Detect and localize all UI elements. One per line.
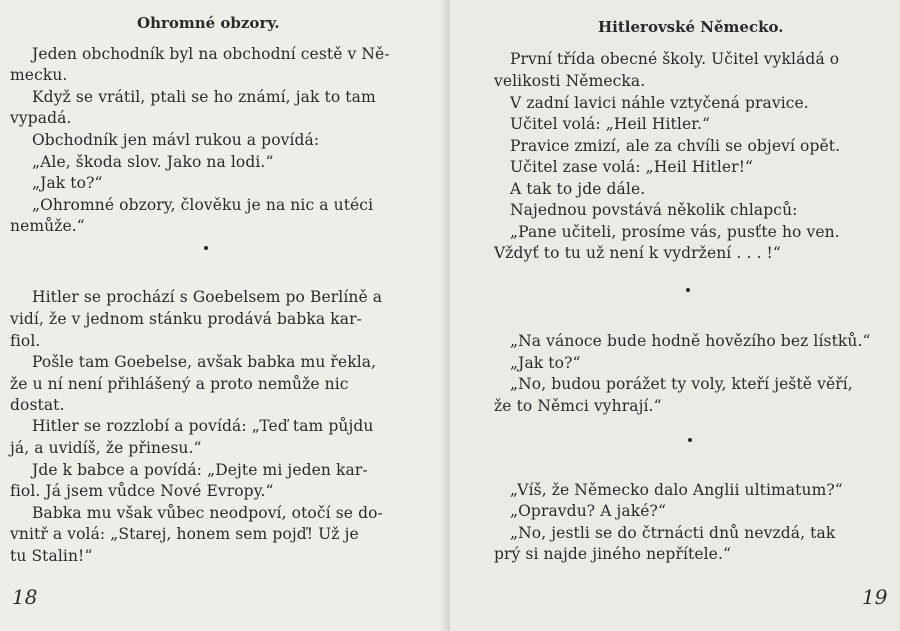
text-line: „No, budou porážet ty voly, kteří ještě věří, — [510, 375, 853, 393]
section-separator — [204, 246, 208, 250]
text-line: „Jak to?“ — [510, 354, 581, 372]
text-line: Jde k babce a povídá: „Dejte mi jeden kar- — [32, 461, 368, 479]
text-line: „No, jestli se do čtrnácti dnů nevzdá, tak — [510, 524, 836, 542]
page-number: 19 — [862, 585, 888, 609]
text-line: vypadá. — [10, 109, 72, 127]
page-number: 18 — [12, 585, 38, 609]
text-line: že to Němci vyhrají.“ — [494, 397, 662, 415]
text-line: „Opravdu? A jaké?“ — [510, 502, 666, 520]
text-line: fiol. Já jsem vůdce Nové Evropy.“ — [10, 482, 274, 500]
text-line: „Ohromné obzory, člověku je na nic a utéci — [32, 196, 374, 214]
text-line: Učitel volá: „Heil Hitler.“ — [510, 115, 711, 133]
text-line: První třída obecné školy. Učitel vykládá o — [510, 50, 840, 68]
text-line: Pošle tam Goebelse, avšak babka mu řekla, — [32, 353, 377, 371]
text-line: mecku. — [10, 66, 68, 84]
text-line: Vždyť to tu už není k vydržení . . . !“ — [494, 244, 781, 262]
section-separator — [686, 288, 690, 292]
text-line: Hitler se prochází s Goebelsem po Berlíně a — [32, 288, 383, 306]
text-line: já, a uvidíš, že přinesu.“ — [10, 439, 202, 457]
text-line: „Víš, že Německo dalo Anglii ultimatum?“ — [510, 481, 843, 499]
text-line: fiol. — [10, 332, 41, 350]
text-line: Hitler se rozzlobí a povídá: „Teď tam půjdu — [32, 417, 374, 435]
text-line: vnitř a volá: „Starej, honem sem pojď! Už je — [10, 525, 359, 543]
right-page — [450, 0, 900, 631]
text-line: tu Stalin!“ — [10, 547, 93, 565]
text-line: Učitel zase volá: „Heil Hitler!“ — [510, 158, 754, 176]
text-line: „Ale, škoda slov. Jako na lodi.“ — [32, 153, 274, 171]
text-line: že u ní není přihlášený a proto nemůže nic — [10, 375, 349, 393]
text-line: prý si najde jiného nepřítele.“ — [494, 545, 731, 563]
text-line: velikosti Německa. — [494, 72, 646, 90]
page-title: Ohromné obzory. — [137, 14, 280, 32]
text-line: Když se vrátil, ptali se ho známí, jak to tam — [32, 88, 376, 106]
text-line: Babka mu však vůbec neodpoví, otočí se do- — [32, 504, 383, 522]
text-line: nemůže.“ — [10, 217, 85, 235]
page-title: Hitlerovské Německo. — [598, 18, 784, 36]
text-line: „Jak to?“ — [32, 174, 103, 192]
text-line: „Pane učiteli, prosíme vás, pusťte ho ven. — [510, 223, 840, 241]
text-line: Obchodník jen mávl rukou a povídá: — [32, 131, 320, 149]
text-line: Pravice zmizí, ale za chvíli se objeví opět. — [510, 137, 841, 155]
section-separator — [688, 438, 692, 442]
text-line: dostat. — [10, 396, 65, 414]
text-line: vidí, že v jednom stánku prodává babka kar- — [10, 310, 362, 328]
text-line: Jeden obchodník byl na obchodní cestě v Ně- — [32, 45, 390, 63]
text-line: V zadní lavici náhle vztyčená pravice. — [510, 94, 809, 112]
text-line: „Na vánoce bude hodně hovězího bez lístků.“ — [510, 332, 871, 350]
text-line: A tak to jde dále. — [510, 180, 646, 198]
text-line: Najednou povstává několik chlapců: — [510, 201, 798, 219]
